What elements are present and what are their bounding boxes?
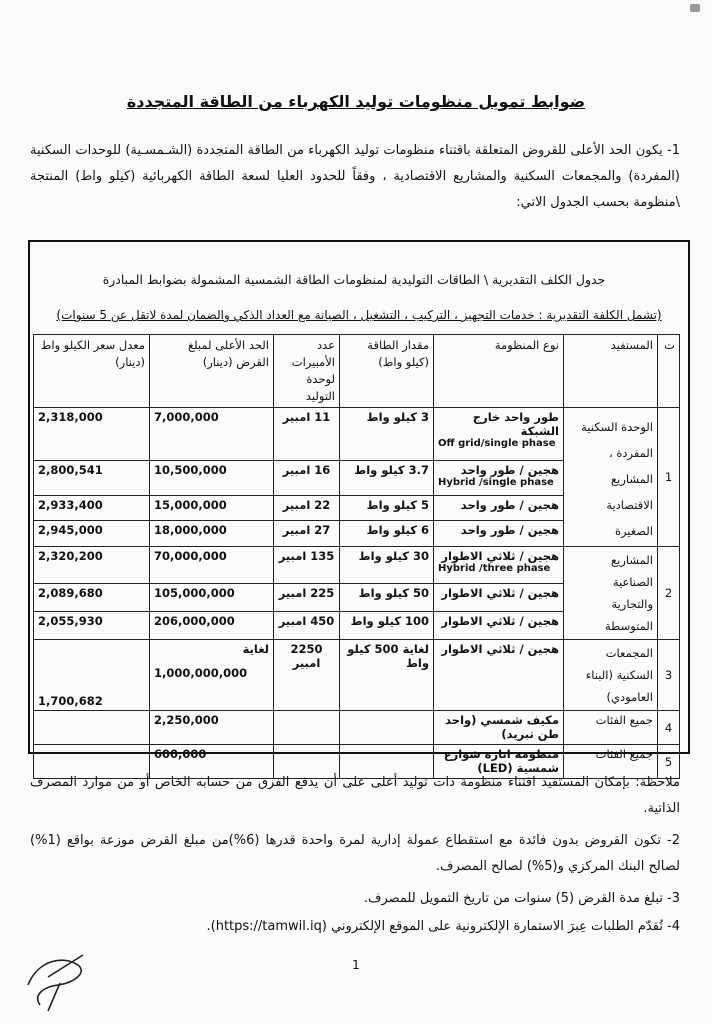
corner-mark [690,4,700,12]
clause-4: 4- تُقدّم الطلبات عِبرَ الاستمارة الإلكترونية على الموقع الإلكتروني (https://tamwil.iq). [206,919,680,934]
amperes-cell: 11 امبير [274,408,340,461]
table-row [34,408,680,461]
table-row [34,547,680,584]
amperes-cell: 27 امبير [274,521,340,547]
max-loan-cell: 105,000,000 [150,584,274,612]
max-loan-cell: 600,000 [150,745,274,779]
amperes-cell: 135 امبير [274,547,340,584]
amperes-cell: 225 امبير [274,584,340,612]
system-type-cell: هجين / ثلاثي الاطوار [434,640,564,711]
rate-cell: 2,933,400 [34,495,150,521]
amperes-cell: 450 امبير [274,612,340,640]
max-loan-cell: 70,000,000 [150,547,274,584]
system-type-cell: هجين / طور واحد [434,521,564,547]
capacity-cell: 50 كيلو واط [340,584,434,612]
capacity-cell: 3 كيلو واط [340,408,434,461]
system-type-cell: مكيف شمسي (واحد طن تبريد) [434,711,564,745]
capacity-cell [340,711,434,745]
rate-cell: 1,700,682 [34,640,150,711]
amperes-cell: 22 امبير [274,495,340,521]
col-header-beneficiary: المستفيد [564,335,658,408]
beneficiary-cell: المجمعات السكنية (البناء العامودي) [564,640,658,711]
max-loan-cell: 2,250,000 [150,711,274,745]
note-paragraph: ملاحظة: بإمكان المستفيد اقتناء منظومة ذات توليد أعلى على أن يدفع الفرق من حسابه الخاص أو من موارد المصرف الذاتية. [30,775,680,816]
col-header-capacity: مقدار الطاقة (كيلو واط) [340,335,434,408]
system-type-cell: منظومة انارة شوارع شمسية (LED) [434,745,564,779]
max-loan-cell: 18,000,000 [150,521,274,547]
cost-table-box [28,240,690,775]
system-type-ar: طور واحد خارج الشبكة [472,410,559,438]
table-caption: جدول الكلف التقديرية \ الطاقات التوليدية لمنظومات الطاقة الشمسية المشمولة بضوابط المبادرة [102,272,606,287]
capacity-cell: 5 كيلو واط [340,495,434,521]
clause-3: 3- تبلغ مدة القرض (5) سنوات من تاريخ التمويل للمصرف. [363,891,680,906]
max-loan-cell: 7,000,000 [150,408,274,461]
capacity-cell: 30 كيلو واط [340,547,434,584]
rate-cell: 2,945,000 [34,521,150,547]
beneficiary-cell: جميع الفئات [564,745,658,779]
beneficiary-cell: جميع الفئات [564,711,658,745]
cost-table [33,334,680,779]
capacity-cell: لغاية 500 كيلو واط [340,640,434,711]
row-index: 2 [658,547,680,640]
system-type-cell [434,408,564,461]
system-type-cell: هجين / ثلاثي الاطوار [434,612,564,640]
table-row [34,640,680,711]
page-number: 1 [352,958,360,972]
col-header-max-loan: الحد الأعلى لمبلغ القرض (دينار) [150,335,274,408]
max-loan-value: 1,000,000,000 [154,666,248,680]
amperes-cell: 16 امبير [274,461,340,495]
clause-2: 2- تكون القروض بدون فائدة مع استقطاع عمولة إدارية لمرة واحدة قدرها (6%)من مبلغ القرض موزعة بواقع (1%) لصالح البنك المركزي و(5%) لصالح المصرف. [30,833,680,874]
system-type-ar: هجين / طور واحد [460,463,559,478]
rate-cell: 2,055,930 [34,612,150,640]
max-loan-cell: 15,000,000 [150,495,274,521]
max-loan-cell: 10,500,000 [150,461,274,495]
max-loan-cell [150,640,274,711]
rate-cell: 2,318,000 [34,408,150,461]
capacity-cell: 100 كيلو واط [340,612,434,640]
system-type-cell [434,461,564,495]
system-type-cell: هجين / ثلاثي الاطوار [434,584,564,612]
table-row [34,711,680,745]
amperes-cell: 2250 امبير [274,640,340,711]
row-index: 4 [658,711,680,745]
system-type-en: Off grid/single phase [438,438,556,449]
col-header-system-type: نوع المنظومة [434,335,564,408]
rate-cell: 2,800,541 [34,461,150,495]
row-index: 3 [658,640,680,711]
col-header-amperes: عدد الأمبيرات لوحدة التوليد [274,335,340,408]
signature-mark [18,945,98,1015]
rate-cell: 2,089,680 [34,584,150,612]
table-header-row [34,335,680,408]
beneficiary-cell: المشاريع الصناعية والتجارية المتوسطة [564,547,658,640]
rate-cell: 2,320,200 [34,547,150,584]
system-type-cell: هجين / طور واحد [434,495,564,521]
col-header-rate: معدل سعر الكيلو واط (دينار) [34,335,150,408]
capacity-cell: 6 كيلو واط [340,521,434,547]
clause-1: 1- يكون الحد الأعلى للقروض المتعلقة باقتناء منظومات توليد الكهرباء من الطاقة المتجددة (الشـمسـية) للوحدات السكنية (المفردة) والمجمعات السكنية والمشاريع الاقتصادية ، وفقاً للحدود العليا لسعة الطاقة الكهربائية (كيلو واط) المنتجة \منظومة بحسب الجدول الاتي: [30,143,680,210]
table-subcaption: (تشمل الكلفة التقديرية : خدمات التجهيز ، التركيب ، التشغيل ، الصيانة مع العداد الذكي والضمان لمدة لاتقل عن 5 سنوات) [56,308,662,322]
system-type-en: Hybrid /single phase [438,477,554,489]
system-type-cell [434,547,564,584]
row-index: 1 [658,408,680,547]
page-title: ضوابط تمويل منظومات توليد الكهرباء من الطاقة المتجددة [126,92,586,111]
row-index: 5 [658,745,680,779]
capacity-cell: 3.7 كيلو واط [340,461,434,495]
max-loan-prefix: لغاية [242,642,269,656]
max-loan-cell: 206,000,000 [150,612,274,640]
system-type-ar: هجين / ثلاثي الاطوار [441,549,559,563]
system-type-en: Hybrid /three phase [438,563,551,574]
amperes-cell [274,711,340,745]
beneficiary-cell: الوحدة السكنية المفردة ، المشاريع الاقتصادية الصغيرة [564,408,658,547]
col-header-t: ت [658,335,680,408]
rate-cell [34,711,150,745]
